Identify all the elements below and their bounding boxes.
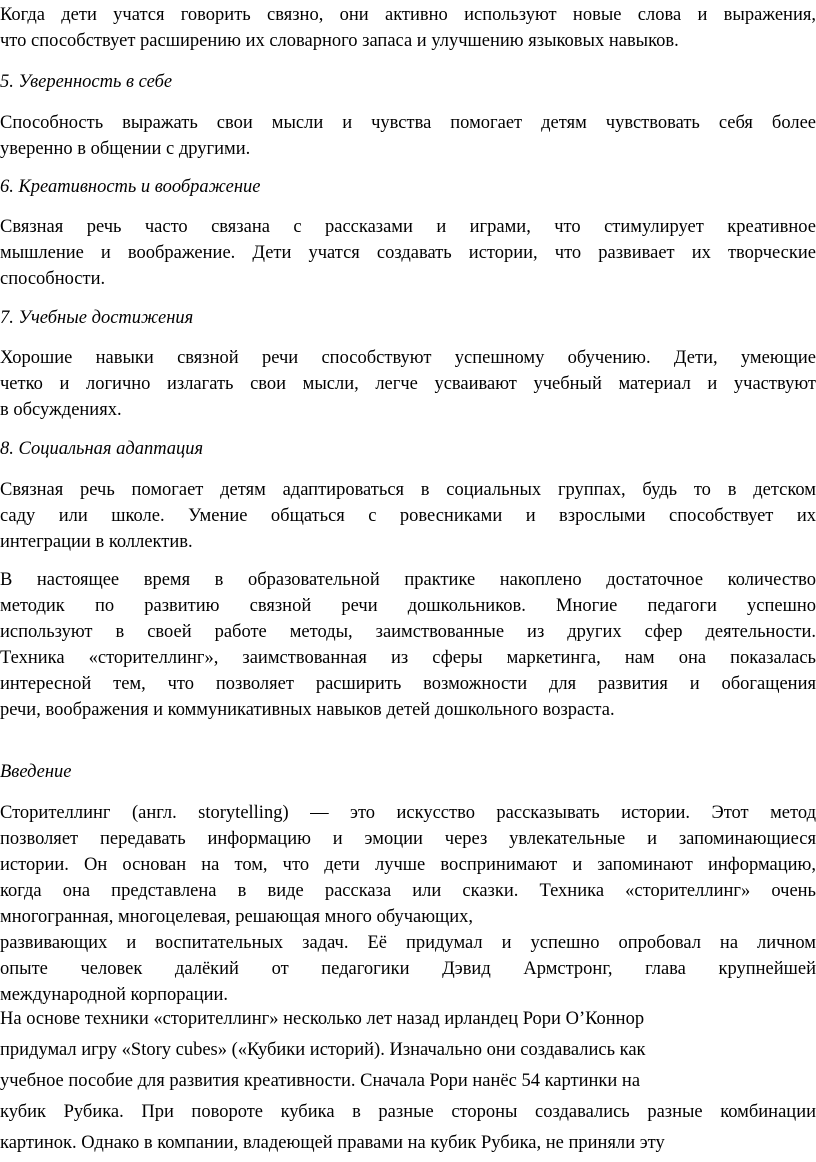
text-line: опыте человек далёкий от педагогики Дэвид Армстронг, глава крупнейшей: [0, 959, 816, 979]
text-line: что способствует расширению их словарного запаса и улучшению языковых навыков.: [0, 31, 679, 51]
paragraph-social: [0, 477, 816, 555]
heading-academic: [0, 305, 816, 331]
text-line: уверенно в общении с другими.: [0, 139, 251, 159]
text-line: придумал игру «Story cubes» («Кубики историй). Изначально они создавались как: [0, 1040, 646, 1060]
text-line: учебное пособие для развития креативности. Сначала Рори нанёс 54 картинки на: [0, 1071, 641, 1091]
paragraph-story-cubes: [0, 1004, 816, 1159]
text-line: методик по развитию связной речи дошкольников. Многие педагоги успешно: [0, 596, 816, 616]
text-line: международной корпорации.: [0, 985, 229, 1005]
heading-text: Введение: [0, 762, 72, 782]
heading-text: 6. Креативность и воображение: [0, 177, 261, 197]
heading-text: 8. Социальная адаптация: [0, 439, 204, 459]
text-line: многогранная, многоцелевая, решающая много обучающих,: [0, 907, 474, 927]
text-line: когда она представлена в виде рассказа или сказки. Техника «сторителлинг» очень: [0, 881, 816, 901]
text-line: кубик Рубика. При повороте кубика в разные стороны создавались разные комбинации: [0, 1102, 816, 1122]
heading-social: [0, 436, 816, 462]
text-line: Связная речь часто связана с рассказами и играми, что стимулирует креативное: [0, 217, 816, 237]
text-line: Когда дети учатся говорить связно, они активно используют новые слова и выражения,: [0, 5, 816, 25]
paragraph-academic: [0, 345, 816, 423]
heading-text: 7. Учебные достижения: [0, 308, 194, 328]
text-line: используют в своей работе методы, заимствованные из других сфер деятельности.: [0, 622, 816, 642]
text-line: Связная речь помогает детям адаптироваться в социальных группах, будь то в детском: [0, 480, 816, 500]
text-line: позволяет передавать информацию и эмоции через увлекательные и запоминающиеся: [0, 829, 816, 849]
text-line: в обсуждениях.: [0, 400, 122, 420]
text-line: картинок. Однако в компании, владеющей правами на кубик Рубика, не приняли эту: [0, 1133, 665, 1153]
text-line: Сторителлинг (англ. storytelling) — это искусство рассказывать истории. Этот метод: [0, 803, 816, 823]
text-line: На основе техники «сторителлинг» несколько лет назад ирландец Рори О’Коннор: [0, 1009, 645, 1029]
text-line: истории. Он основан на том, что дети лучше воспринимают и запоминают информацию,: [0, 855, 816, 875]
text-line: Хорошие навыки связной речи способствуют успешному обучению. Дети, умеющие: [0, 348, 816, 368]
text-line: интеграции в коллектив.: [0, 532, 193, 552]
text-line: В настоящее время в образовательной практике накоплено достаточное количество: [0, 570, 816, 590]
heading-creativity: [0, 174, 816, 200]
heading-text: 5. Уверенность в себе: [0, 72, 173, 92]
text-line: мышление и воображение. Дети учатся создавать истории, что развивает их творческие: [0, 243, 816, 263]
text-line: способности.: [0, 269, 106, 289]
text-line: четко и логично излагать свои мысли, легче усваивают учебный материал и участвуют: [0, 374, 816, 394]
paragraph-methods: [0, 567, 816, 723]
paragraph-storytelling: [0, 800, 816, 1008]
text-line: речи, воображения и коммуникативных навыков детей дошкольного возраста.: [0, 700, 615, 720]
text-line: развивающих и воспитательных задач. Её придумал и успешно опробовал на личном: [0, 933, 816, 953]
text-line: интересной тем, что позволяет расширить возможности для развития и обогащения: [0, 674, 816, 694]
paragraph-creativity: [0, 214, 816, 292]
text-line: Техника «сторителлинг», заимствованная из сферы маркетинга, нам она показалась: [0, 648, 816, 668]
text-line: Способность выражать свои мысли и чувства помогает детям чувствовать себя более: [0, 113, 816, 133]
heading-confidence: [0, 69, 816, 95]
paragraph-vocabulary: [0, 2, 816, 54]
paragraph-confidence: [0, 110, 816, 162]
text-line: саду или школе. Умение общаться с ровесниками и взрослыми способствует их: [0, 506, 816, 526]
heading-introduction: [0, 759, 816, 785]
